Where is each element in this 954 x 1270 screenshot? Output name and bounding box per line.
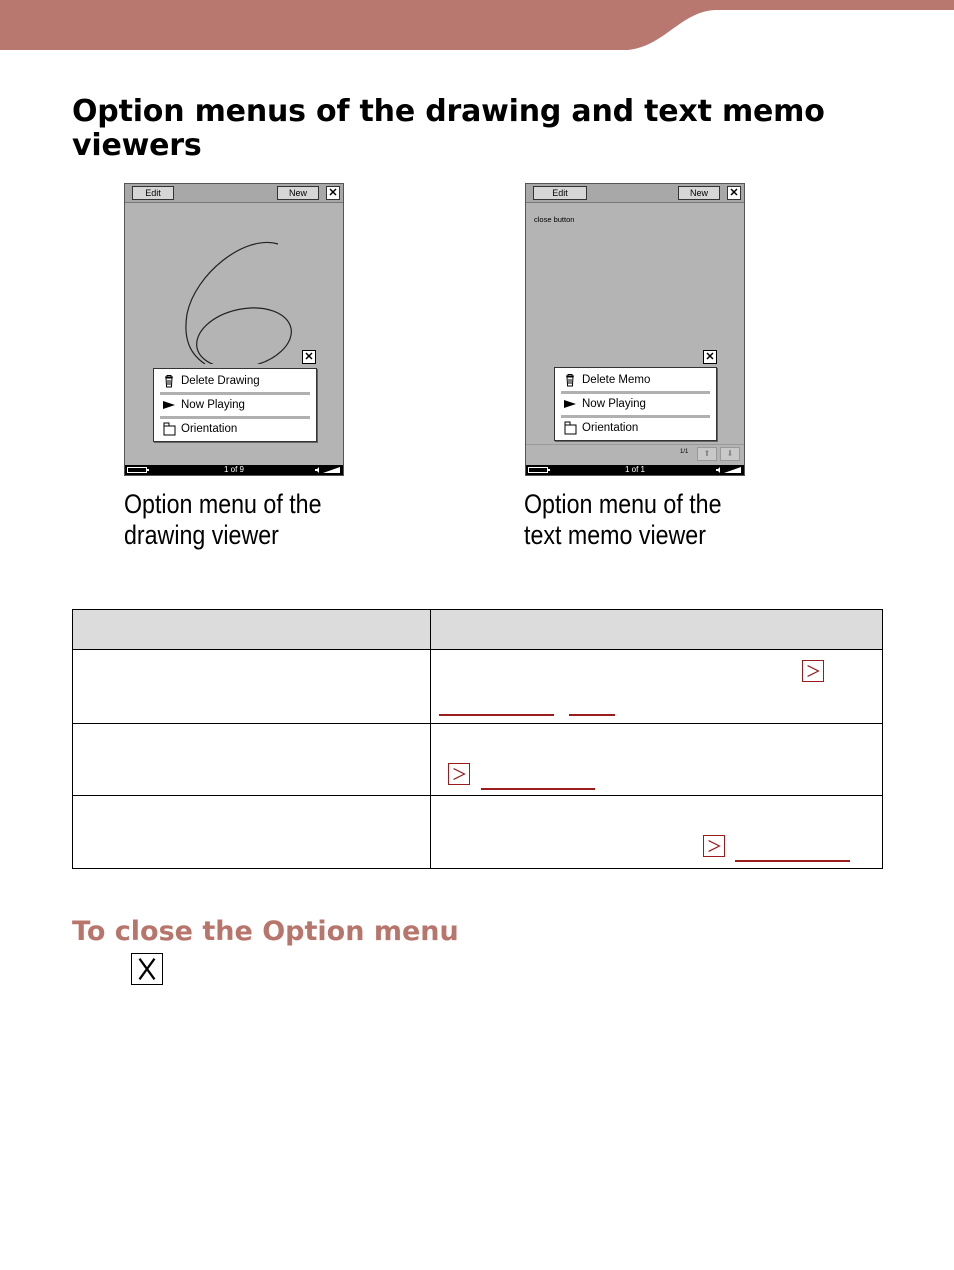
option-table (72, 609, 883, 869)
page-title: Option menus of the drawing and text memo viewers (72, 94, 825, 163)
reference-link[interactable] (481, 788, 595, 790)
text-memo-viewer-screenshot (525, 183, 745, 476)
orientation-icon (162, 422, 176, 436)
close-x-icon (131, 953, 163, 985)
viewer-toolbar (526, 184, 744, 203)
drawing-viewer-screenshot (124, 183, 344, 476)
edit-button[interactable]: Edit (132, 186, 174, 200)
menu-item-label: Now Playing (181, 399, 245, 411)
menu-item-label: Now Playing (582, 398, 646, 410)
menu-item-delete-drawing[interactable] (160, 371, 310, 391)
trash-icon (162, 374, 176, 388)
menu-close-icon[interactable]: ✕ (703, 350, 717, 364)
reference-arrow-icon[interactable] (703, 835, 725, 857)
top-banner (0, 0, 954, 50)
trash-icon (563, 373, 577, 387)
status-bar (125, 465, 343, 475)
volume-icon (716, 466, 742, 474)
caption-drawing-viewer (124, 489, 322, 551)
menu-item-now-playing[interactable] (561, 394, 710, 414)
caption-line: text memo viewer (524, 520, 706, 550)
menu-item-orientation[interactable] (160, 419, 310, 439)
sub-page-indicator: 1/1 (680, 449, 689, 455)
scroll-up-icon[interactable]: ⬆ (697, 447, 717, 461)
page-indicator: 1 of 9 (223, 465, 244, 474)
menu-item-now-playing[interactable] (160, 395, 310, 415)
caption-line: Option menu of the (524, 489, 722, 519)
close-icon[interactable]: ✕ (326, 186, 340, 200)
section-heading: To close the Option menu (72, 916, 459, 947)
caption-line: Option menu of the (124, 489, 322, 519)
reference-arrow-icon[interactable] (448, 763, 470, 785)
row-divider (73, 723, 882, 724)
close-icon[interactable]: ✕ (727, 186, 741, 200)
reference-arrow-icon[interactable] (802, 660, 824, 682)
menu-item-label: Orientation (181, 423, 238, 435)
status-bar (526, 465, 744, 475)
menu-item-orientation[interactable] (561, 418, 710, 438)
new-button[interactable]: New (277, 186, 319, 200)
orientation-icon (563, 421, 577, 435)
reference-link[interactable] (439, 714, 554, 716)
column-divider (430, 610, 431, 868)
new-button[interactable]: New (678, 186, 720, 200)
battery-icon (127, 467, 149, 473)
option-menu (153, 368, 317, 442)
menu-item-label: Delete Drawing (181, 375, 260, 387)
menu-item-label: Delete Memo (582, 374, 651, 386)
drawing-stroke (125, 204, 343, 364)
menu-item-delete-memo[interactable] (561, 370, 710, 390)
scroll-down-icon[interactable]: ⬇ (720, 447, 740, 461)
reference-link[interactable] (735, 860, 850, 862)
menu-close-icon[interactable]: ✕ (302, 350, 316, 364)
scroll-bar (526, 444, 744, 465)
row-divider (73, 795, 882, 796)
viewer-toolbar (125, 184, 343, 203)
battery-icon (528, 467, 550, 473)
volume-icon (315, 466, 341, 474)
option-menu (554, 367, 717, 441)
reference-link[interactable] (569, 714, 615, 716)
play-icon (162, 398, 176, 412)
caption-text-memo-viewer (524, 489, 722, 551)
caption-line: drawing viewer (124, 520, 279, 550)
memo-text: close button (534, 215, 575, 224)
edit-button[interactable]: Edit (533, 186, 587, 200)
menu-item-label: Orientation (582, 422, 639, 434)
table-header (73, 610, 882, 650)
page-indicator: 1 of 1 (624, 465, 645, 474)
play-icon (563, 397, 577, 411)
